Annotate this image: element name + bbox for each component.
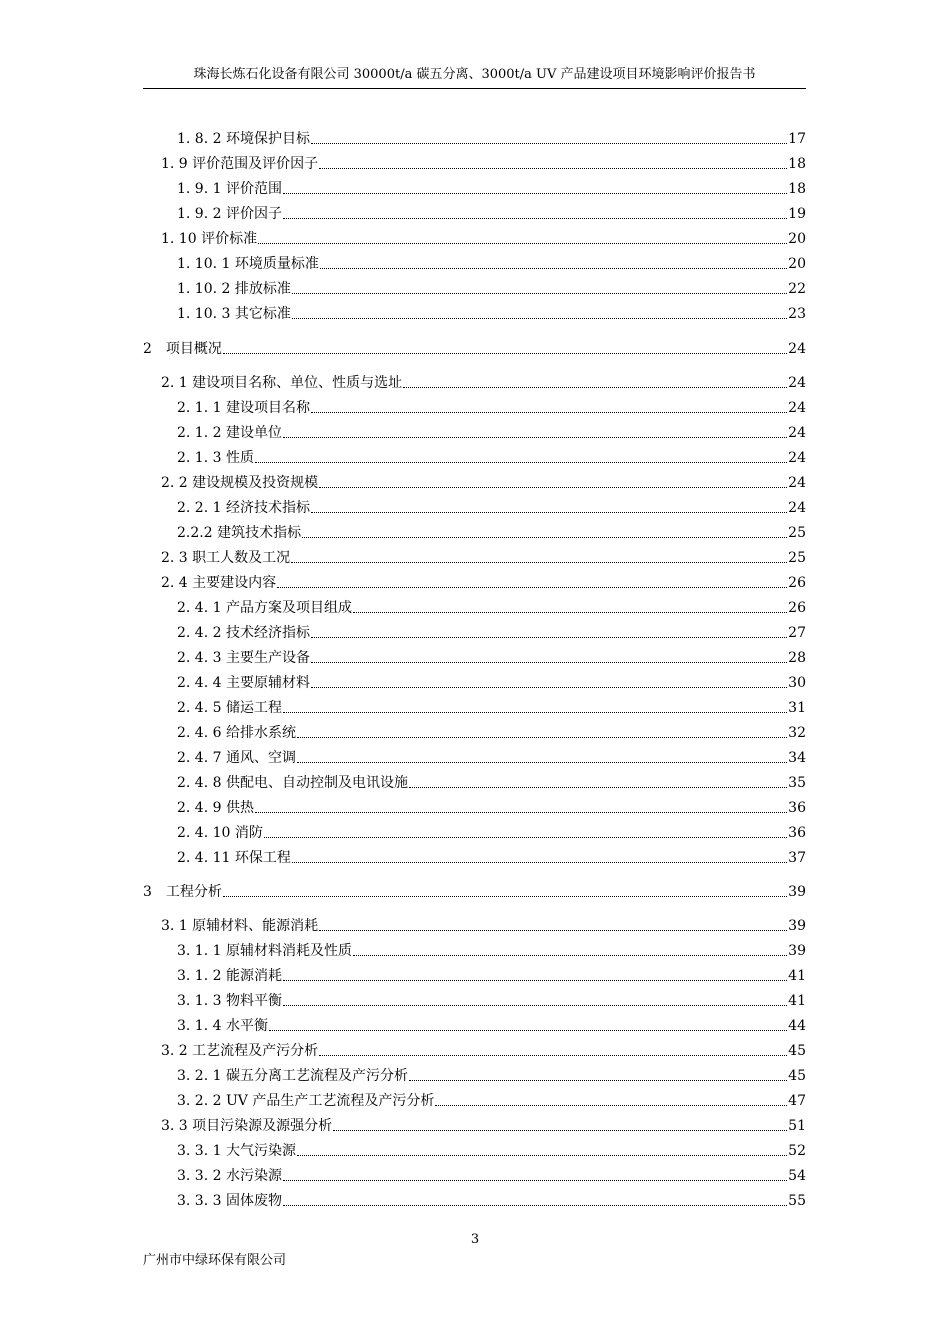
toc-entry[interactable] bbox=[143, 495, 806, 517]
toc-entry-page: 36 bbox=[788, 800, 806, 816]
toc-entry-page: 18 bbox=[788, 156, 806, 172]
dot-leader bbox=[283, 711, 787, 713]
toc-entry-title: 1. 9 评价范围及评价因子 bbox=[161, 156, 319, 172]
toc-entry-title: 2. 4. 9 供热 bbox=[177, 800, 254, 816]
dot-leader bbox=[283, 192, 787, 194]
toc-entry[interactable] bbox=[143, 1113, 806, 1135]
dot-leader bbox=[223, 895, 787, 897]
toc-entry-page: 19 bbox=[788, 206, 806, 222]
toc-entry-title: 2. 1. 2 建设单位 bbox=[177, 425, 282, 441]
toc-entry-title: 2. 4. 3 主要生产设备 bbox=[177, 650, 310, 666]
toc-entry[interactable] bbox=[143, 1038, 806, 1060]
toc-entry-page: 24 bbox=[788, 425, 806, 441]
toc-entry-title: 3. 1. 4 水平衡 bbox=[177, 1018, 268, 1034]
toc-entry[interactable] bbox=[143, 879, 806, 901]
toc-entry-page: 52 bbox=[788, 1143, 806, 1159]
toc-entry[interactable] bbox=[143, 445, 806, 467]
dot-leader bbox=[283, 1179, 787, 1181]
toc-entry[interactable] bbox=[143, 1088, 806, 1110]
toc-entry-page: 54 bbox=[788, 1168, 806, 1184]
toc-entry[interactable] bbox=[143, 370, 806, 392]
dot-leader bbox=[311, 661, 787, 663]
toc-entry-title: 2. 4. 11 环保工程 bbox=[177, 850, 291, 866]
page-number: 3 bbox=[470, 1232, 480, 1247]
dot-leader bbox=[403, 386, 787, 388]
dot-leader bbox=[319, 486, 787, 488]
toc-entry[interactable] bbox=[143, 570, 806, 592]
toc-entry[interactable] bbox=[143, 336, 806, 358]
toc-entry[interactable] bbox=[143, 1138, 806, 1160]
dot-leader bbox=[292, 317, 787, 319]
toc-entry-page: 39 bbox=[788, 884, 806, 900]
toc-entry-page: 24 bbox=[788, 341, 806, 357]
toc-entry[interactable] bbox=[143, 720, 806, 742]
toc-entry-page: 18 bbox=[788, 181, 806, 197]
toc-entry-title: 2 项目概况 bbox=[143, 341, 222, 357]
dot-leader bbox=[255, 811, 787, 813]
toc-entry-title: 1. 9. 2 评价因子 bbox=[177, 206, 282, 222]
toc-entry-page: 30 bbox=[788, 675, 806, 691]
toc-entry-page: 32 bbox=[788, 725, 806, 741]
toc-entry-page: 39 bbox=[788, 943, 806, 959]
dot-leader bbox=[297, 736, 787, 738]
dot-leader bbox=[269, 1029, 787, 1031]
toc-entry-page: 55 bbox=[788, 1193, 806, 1209]
toc-entry-title: 2. 4. 5 储运工程 bbox=[177, 700, 282, 716]
toc-entry-title: 1. 8. 2 环境保护目标 bbox=[177, 131, 310, 147]
toc-entry-title: 2. 4. 6 给排水系统 bbox=[177, 725, 296, 741]
toc-entry-title: 2. 1 建设项目名称、单位、性质与选址 bbox=[161, 375, 403, 391]
toc-entry-page: 24 bbox=[788, 500, 806, 516]
toc-entry-title: 3. 2. 1 碳五分离工艺流程及产污分析 bbox=[177, 1068, 408, 1084]
toc-entry-page: 24 bbox=[788, 400, 806, 416]
toc-entry-page: 26 bbox=[788, 600, 806, 616]
toc-entry-page: 20 bbox=[788, 256, 806, 272]
toc-entry-title: 1. 10. 1 环境质量标准 bbox=[177, 256, 319, 272]
toc-entry-page: 39 bbox=[788, 918, 806, 934]
dot-leader bbox=[311, 511, 787, 513]
toc-entry-title: 3. 2. 2 UV 产品生产工艺流程及产污分析 bbox=[177, 1093, 435, 1109]
dot-leader bbox=[291, 561, 787, 563]
dot-leader bbox=[283, 436, 787, 438]
toc-entry[interactable] bbox=[143, 770, 806, 792]
dot-leader bbox=[302, 536, 787, 538]
toc-entry[interactable] bbox=[143, 176, 806, 198]
toc-entry-title: 1. 10. 3 其它标准 bbox=[177, 306, 291, 322]
dot-leader bbox=[258, 242, 787, 244]
toc-entry-title: 2. 4. 2 技术经济指标 bbox=[177, 625, 310, 641]
toc-entry-title: 3 工程分析 bbox=[143, 884, 222, 900]
toc-entry-title: 3. 3 项目污染源及源强分析 bbox=[161, 1118, 333, 1134]
dot-leader bbox=[435, 1104, 787, 1106]
toc-entry-page: 25 bbox=[788, 550, 806, 566]
toc-entry[interactable] bbox=[143, 395, 806, 417]
dot-leader bbox=[409, 786, 787, 788]
dot-leader bbox=[297, 1154, 787, 1156]
dot-leader bbox=[311, 636, 787, 638]
toc-entry-title: 2. 1. 1 建设项目名称 bbox=[177, 400, 310, 416]
toc-entry-page: 44 bbox=[788, 1018, 806, 1034]
toc-entry[interactable] bbox=[143, 126, 806, 148]
toc-entry[interactable] bbox=[143, 595, 806, 617]
dot-leader bbox=[283, 1204, 787, 1206]
toc-entry[interactable] bbox=[143, 670, 806, 692]
dot-leader bbox=[283, 217, 787, 219]
dot-leader bbox=[333, 1129, 787, 1131]
toc-entry[interactable] bbox=[143, 938, 806, 960]
dot-leader bbox=[292, 861, 787, 863]
dot-leader bbox=[319, 929, 787, 931]
toc-entry[interactable] bbox=[143, 545, 806, 567]
toc-entry-title: 2. 4. 1 产品方案及项目组成 bbox=[177, 600, 352, 616]
toc-entry-title: 3. 1. 2 能源消耗 bbox=[177, 968, 282, 984]
toc-entry-page: 34 bbox=[788, 750, 806, 766]
dot-leader bbox=[311, 142, 787, 144]
toc-entry[interactable] bbox=[143, 745, 806, 767]
dot-leader bbox=[353, 954, 787, 956]
dot-leader bbox=[277, 586, 787, 588]
toc-entry[interactable] bbox=[143, 151, 806, 173]
toc-entry-title: 2. 4. 10 消防 bbox=[177, 825, 263, 841]
dot-leader bbox=[319, 167, 787, 169]
toc-entry[interactable] bbox=[143, 1013, 806, 1035]
toc-entry-page: 17 bbox=[788, 131, 806, 147]
toc-entry-page: 25 bbox=[788, 525, 806, 541]
dot-leader bbox=[223, 352, 787, 354]
toc-entry[interactable] bbox=[143, 520, 806, 542]
toc-entry[interactable] bbox=[143, 820, 806, 842]
toc-entry[interactable] bbox=[143, 695, 806, 717]
toc-entry[interactable] bbox=[143, 1063, 806, 1085]
toc-entry-page: 37 bbox=[788, 850, 806, 866]
dot-leader bbox=[311, 686, 787, 688]
dot-leader bbox=[283, 1004, 787, 1006]
toc-entry[interactable] bbox=[143, 620, 806, 642]
toc-entry-page: 28 bbox=[788, 650, 806, 666]
toc-entry-page: 47 bbox=[788, 1093, 806, 1109]
dot-leader bbox=[297, 761, 787, 763]
toc-entry-page: 51 bbox=[788, 1118, 806, 1134]
toc-entry-page: 24 bbox=[788, 375, 806, 391]
toc-entry-title: 2. 2. 1 经济技术指标 bbox=[177, 500, 310, 516]
toc-entry-page: 45 bbox=[788, 1068, 806, 1084]
toc-entry-title: 2. 3 职工人数及工况 bbox=[161, 550, 291, 566]
toc-entry[interactable] bbox=[143, 645, 806, 667]
dot-leader bbox=[320, 267, 787, 269]
toc-entry[interactable] bbox=[143, 1163, 806, 1185]
toc-entry-title: 2. 4 主要建设内容 bbox=[161, 575, 277, 591]
toc-entry-title: 3. 1 原辅材料、能源消耗 bbox=[161, 918, 319, 934]
toc-entry[interactable] bbox=[143, 963, 806, 985]
dot-leader bbox=[255, 461, 787, 463]
toc-entry-page: 24 bbox=[788, 450, 806, 466]
toc-entry-title: 1. 10 评价标准 bbox=[161, 231, 258, 247]
toc-entry-page: 20 bbox=[788, 231, 806, 247]
toc-entry-page: 26 bbox=[788, 575, 806, 591]
toc-entry[interactable] bbox=[143, 1188, 806, 1210]
toc-entry-title: 3. 3. 3 固体废物 bbox=[177, 1193, 282, 1209]
toc-entry-page: 36 bbox=[788, 825, 806, 841]
toc-entry[interactable] bbox=[143, 226, 806, 248]
toc-entry[interactable] bbox=[143, 470, 806, 492]
toc-entry-title: 2. 1. 3 性质 bbox=[177, 450, 254, 466]
dot-leader bbox=[264, 836, 787, 838]
toc-entry-title: 1. 10. 2 排放标准 bbox=[177, 281, 291, 297]
toc-entry[interactable] bbox=[143, 913, 806, 935]
toc-entry-page: 22 bbox=[788, 281, 806, 297]
toc-entry-page: 35 bbox=[788, 775, 806, 791]
toc-entry[interactable] bbox=[143, 988, 806, 1010]
footer-company: 广州市中绿环保有限公司 bbox=[143, 1253, 287, 1268]
toc-entry-title: 2. 4. 8 供配电、自动控制及电讯设施 bbox=[177, 775, 408, 791]
dot-leader bbox=[311, 411, 787, 413]
dot-leader bbox=[292, 292, 787, 294]
toc-entry-page: 41 bbox=[788, 968, 806, 984]
toc-entry-title: 2. 4. 4 主要原辅材料 bbox=[177, 675, 310, 691]
toc-entry-title: 3. 3. 1 大气污染源 bbox=[177, 1143, 296, 1159]
header-title: 珠海长炼石化设备有限公司 30000t/a 碳五分离、3000t/a UV 产品建设项目环境影响评价报告书 bbox=[193, 67, 756, 82]
toc-entry-page: 45 bbox=[788, 1043, 806, 1059]
toc-entry-title: 2. 2 建设规模及投资规模 bbox=[161, 475, 319, 491]
dot-leader bbox=[283, 979, 787, 981]
toc-entry-page: 24 bbox=[788, 475, 806, 491]
toc-entry-title: 1. 9. 1 评价范围 bbox=[177, 181, 282, 197]
toc-entry-title: 3. 1. 3 物料平衡 bbox=[177, 993, 282, 1009]
toc-entry[interactable] bbox=[143, 420, 806, 442]
toc-entry-title: 3. 2 工艺流程及产污分析 bbox=[161, 1043, 319, 1059]
toc-entry-title: 3. 1. 1 原辅材料消耗及性质 bbox=[177, 943, 352, 959]
toc-entry[interactable] bbox=[143, 276, 806, 298]
page-header bbox=[143, 66, 806, 89]
toc-entry[interactable] bbox=[143, 201, 806, 223]
toc-entry[interactable] bbox=[143, 301, 806, 323]
dot-leader bbox=[353, 611, 787, 613]
toc-entry-page: 41 bbox=[788, 993, 806, 1009]
toc-entry[interactable] bbox=[143, 845, 806, 867]
toc-entry[interactable] bbox=[143, 251, 806, 273]
toc-entry[interactable] bbox=[143, 795, 806, 817]
dot-leader bbox=[409, 1079, 787, 1081]
toc-entry-title: 2. 4. 7 通风、空调 bbox=[177, 750, 296, 766]
dot-leader bbox=[319, 1054, 787, 1056]
toc-entry-page: 31 bbox=[788, 700, 806, 716]
toc-entry-title: 3. 3. 2 水污染源 bbox=[177, 1168, 282, 1184]
toc-entry-page: 27 bbox=[788, 625, 806, 641]
toc-entry-title: 2.2.2 建筑技术指标 bbox=[177, 525, 302, 541]
toc-entry-page: 23 bbox=[788, 306, 806, 322]
